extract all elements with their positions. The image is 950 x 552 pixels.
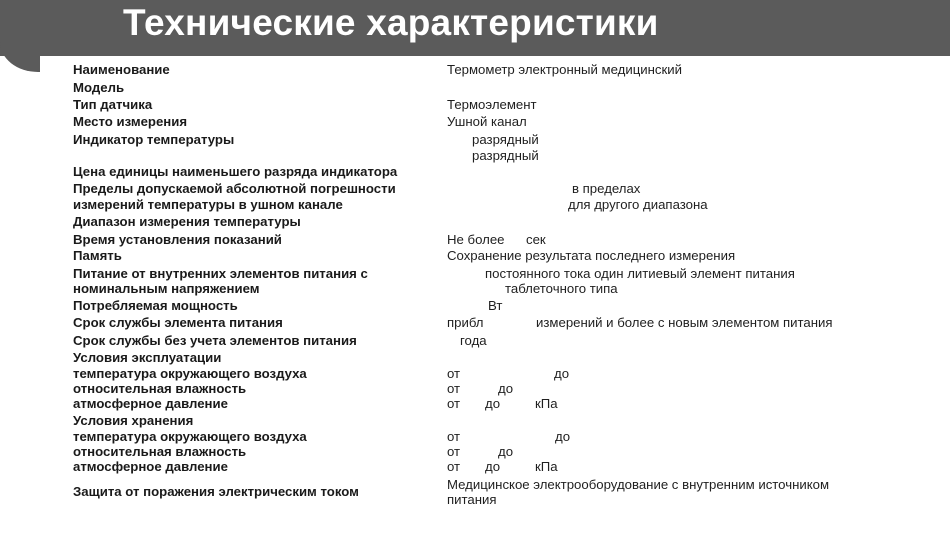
value-indicator-2: разрядный	[472, 148, 539, 163]
value-protection-2: питания	[447, 492, 497, 507]
value-battery-rest: измерений и более с новым элементом питания	[536, 315, 833, 330]
label-error-limits-2: измерений температуры в ушном канале	[73, 197, 343, 212]
value-op-pressure-to: до	[485, 396, 501, 411]
label-op-humidity: относительная влажность	[73, 381, 247, 396]
label-power-2: номинальным напряжением	[73, 281, 260, 296]
value-service-unit: года	[460, 333, 487, 348]
value-st-pressure-to: до	[485, 459, 501, 474]
value-op-humidity-to: до	[498, 381, 514, 396]
value-settle-prefix: Не более	[447, 232, 505, 247]
value-op-pressure-unit: кПа	[535, 396, 558, 411]
value-measure-place: Ушной канал	[447, 114, 527, 129]
value-battery-prefix: прибл	[447, 315, 484, 330]
value-st-pressure-from: от	[447, 459, 461, 474]
value-st-humidity-to: до	[498, 444, 514, 459]
label-consumption: Потребляемая мощность	[73, 298, 238, 313]
value-settle-unit: сек	[526, 232, 546, 247]
label-protection: Защита от поражения электрическим током	[73, 484, 359, 499]
value-st-humidity-from: от	[447, 444, 461, 459]
value-consumption-unit: Вт	[488, 298, 503, 313]
label-unit-price: Цена единицы наименьшего разряда индикатора	[73, 164, 398, 179]
label-st-pressure: атмосферное давление	[73, 459, 228, 474]
value-op-humidity-from: от	[447, 381, 461, 396]
value-op-temp-to: до	[554, 366, 570, 381]
value-sensor-type: Термоэлемент	[447, 97, 537, 112]
value-st-pressure-unit: кПа	[535, 459, 558, 474]
label-error-limits-1: Пределы допускаемой абсолютной погрешности	[73, 181, 396, 196]
value-st-temp-to: до	[555, 429, 571, 444]
label-op-pressure: атмосферное давление	[73, 396, 228, 411]
label-measure-place: Место измерения	[73, 114, 188, 129]
label-st-temp: температура окружающего воздуха	[73, 429, 307, 444]
label-temp-indicator: Индикатор температуры	[73, 132, 235, 147]
label-battery-life: Срок службы элемента питания	[73, 315, 283, 330]
value-error-other: для другого диапазона	[568, 197, 708, 212]
label-settle-time: Время установления показаний	[73, 232, 282, 247]
value-st-temp-from: от	[447, 429, 461, 444]
value-error-range: в пределах	[572, 181, 641, 196]
value-protection-1: Медицинское электрооборудование с внутренним источником	[447, 477, 830, 492]
value-indicator-1: разрядный	[472, 132, 539, 147]
label-storage: Условия хранения	[73, 413, 194, 428]
value-power-1: постоянного тока один литиевый элемент питания	[485, 266, 795, 281]
value-op-temp-from: от	[447, 366, 461, 381]
label-range: Диапазон измерения температуры	[73, 214, 301, 229]
value-op-pressure-from: от	[447, 396, 461, 411]
page-title: Технические характеристики	[123, 2, 659, 43]
label-operating: Условия эксплуатации	[73, 350, 222, 365]
label-power-1: Питание от внутренних элементов питания с	[73, 266, 368, 281]
label-sensor-type: Тип датчика	[73, 97, 153, 112]
label-model: Модель	[73, 80, 125, 95]
value-power-2: таблеточного типа	[505, 281, 618, 296]
value-name: Термометр электронный медицинский	[447, 62, 683, 77]
label-service-life: Срок службы без учета элементов питания	[73, 333, 357, 348]
label-op-temp: температура окружающего воздуха	[73, 366, 307, 381]
label-st-humidity: относительная влажность	[73, 444, 247, 459]
value-memory: Сохранение результата последнего измерения	[447, 248, 736, 263]
label-memory: Память	[73, 248, 122, 263]
label-name: Наименование	[73, 62, 170, 77]
header-curve-decoration	[0, 40, 40, 72]
